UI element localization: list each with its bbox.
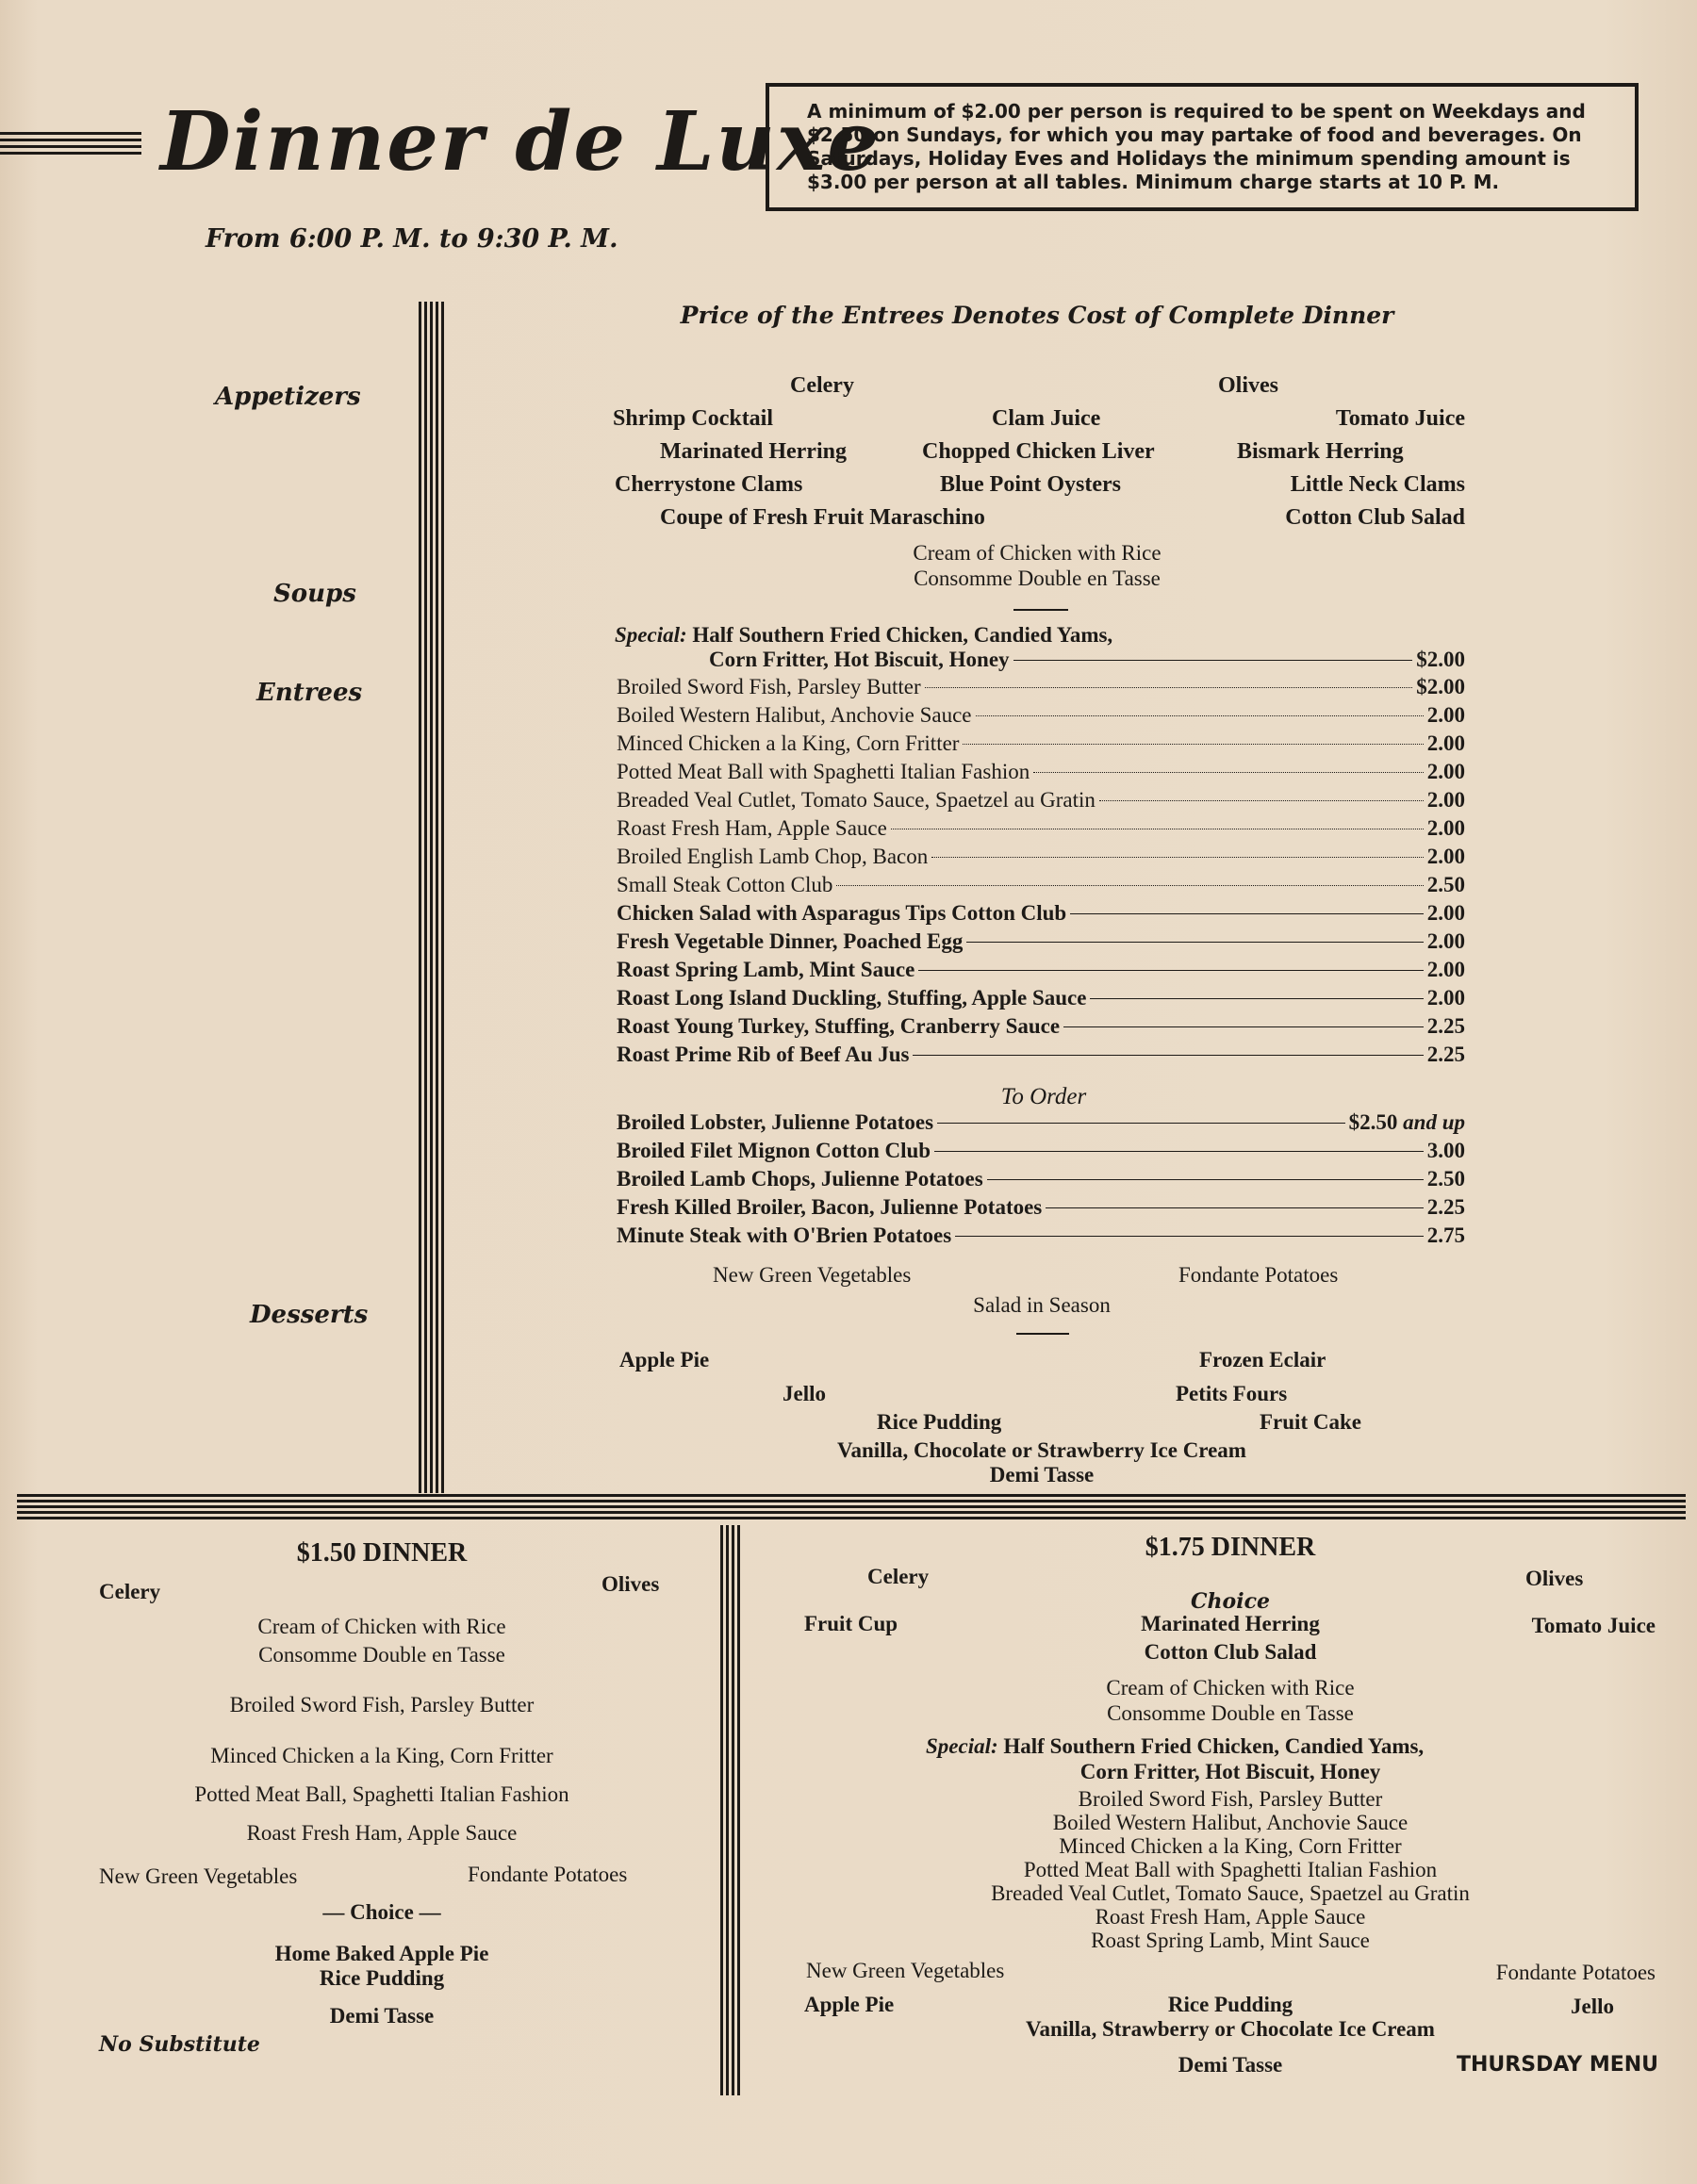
leader-line: [913, 1055, 1423, 1056]
entree-name: Minced Chicken a la King, Corn Fritter: [617, 731, 960, 755]
entree-price: 2.25: [1426, 1014, 1465, 1038]
entree-price: 2.00: [1426, 929, 1465, 953]
entree-price: 2.50: [1426, 873, 1465, 896]
leader-line: [918, 970, 1423, 971]
entree-price: $2.50: [1348, 1110, 1398, 1134]
no-substitute-note: No Substitute: [99, 2032, 260, 2057]
entree-name: Fresh Vegetable Dinner, Poached Egg: [617, 929, 964, 953]
appetizer-item: Shrimp Cocktail: [613, 406, 774, 431]
dinner175-entree: Breaded Veal Cutlet, Tomato Sauce, Spaetzel au Gratin: [991, 1881, 1470, 1905]
dinner175-special: [926, 1734, 1424, 1759]
entree-name: Breaded Veal Cutlet, Tomato Sauce, Spaetzel au Gratin: [617, 788, 1096, 812]
entree-row: [617, 929, 1465, 958]
vertical-divider-bottom: [720, 1525, 740, 2095]
special-label: Special:: [615, 623, 687, 647]
appetizer-item: Cherrystone Clams: [615, 472, 803, 497]
dinner175-item: Marinated Herring: [1141, 1612, 1320, 1635]
title-decorative-rule: [0, 132, 141, 158]
dessert-item: Jello: [783, 1382, 826, 1405]
entree-row: [617, 675, 1465, 703]
dinner175-item: Cream of Chicken with Rice: [1106, 1676, 1355, 1700]
appetizer-item: Coupe of Fresh Fruit Maraschino: [660, 505, 985, 530]
entree-price: 3.00: [1426, 1139, 1465, 1162]
leader-line: [836, 885, 1423, 886]
dinner175-entree: Broiled Sword Fish, Parsley Butter: [1078, 1787, 1383, 1811]
leader-line: [976, 715, 1424, 716]
dinner175-item: Olives: [1525, 1567, 1584, 1590]
horizontal-divider: [17, 1494, 1686, 1519]
entree-price: 2.25: [1426, 1043, 1465, 1066]
leader-line: [931, 857, 1423, 858]
dinner150-item: Broiled Sword Fish, Parsley Butter: [229, 1693, 535, 1716]
to-order-row: [617, 1223, 1465, 1252]
entree-name: Broiled English Lamb Chop, Bacon: [617, 845, 929, 868]
dinner150-item: Fondante Potatoes: [468, 1863, 628, 1886]
leader-line: [925, 687, 1413, 688]
appetizer-item: Celery: [790, 373, 854, 398]
appetizer-item: Chopped Chicken Liver: [922, 439, 1155, 464]
entree-row: [617, 1043, 1465, 1071]
appetizer-item: Tomato Juice: [1335, 406, 1465, 431]
entree-row: [617, 845, 1465, 873]
dessert-item: Frozen Eclair: [1199, 1348, 1326, 1371]
side-item: New Green Vegetables: [713, 1263, 912, 1287]
section-label-appetizers: Appetizers: [215, 383, 361, 411]
dinner175-item: Celery: [867, 1565, 930, 1588]
entree-name: Broiled Lamb Chops, Julienne Potatoes: [617, 1167, 983, 1191]
leader-line: [1090, 998, 1423, 999]
entree-price: $2.00: [1416, 648, 1465, 671]
menu-title: Dinner de Luxe: [160, 94, 881, 189]
dinner175-choice: Choice: [1191, 1589, 1270, 1614]
dinner150-item: Celery: [99, 1580, 161, 1603]
appetizer-item: Olives: [1218, 373, 1278, 398]
leader-line: [963, 744, 1423, 745]
entree-name: Potted Meat Ball with Spaghetti Italian Fashion: [617, 760, 1030, 783]
dessert-item: Petits Fours: [1176, 1382, 1288, 1405]
appetizer-item: Cotton Club Salad: [1285, 505, 1465, 530]
leader-line: [955, 1236, 1424, 1237]
leader-line: [1099, 800, 1424, 801]
entree-price: 2.00: [1426, 901, 1465, 925]
entree-name: Boiled Western Halibut, Anchovie Sauce: [617, 703, 972, 727]
leader-line: [1046, 1207, 1423, 1208]
special-text: Half Southern Fried Chicken, Candied Yams,: [692, 623, 1113, 647]
section-label-soups: Soups: [273, 580, 356, 608]
leader-line: [934, 1151, 1424, 1152]
entree-name: Chicken Salad with Asparagus Tips Cotton Club: [617, 901, 1067, 925]
deluxe-subtitle: Price of the Entrees Denotes Cost of Complete Dinner: [680, 302, 1394, 329]
dinner175-entree: Minced Chicken a la King, Corn Fritter: [1059, 1834, 1402, 1858]
entree-row: [617, 788, 1465, 816]
soup-item: Consomme Double en Tasse: [914, 567, 1161, 590]
dessert-item: Rice Pudding: [877, 1410, 1002, 1434]
section-label-desserts: Desserts: [250, 1301, 369, 1329]
entree-row: [617, 816, 1465, 845]
vertical-divider-main: [419, 302, 444, 1493]
service-hours: From 6:00 P. M. to 9:30 P. M.: [206, 224, 618, 254]
leader-line: [1070, 913, 1424, 914]
special-line-1: [615, 623, 1112, 648]
entree-row: [709, 648, 1465, 676]
soup-item: Cream of Chicken with Rice: [913, 541, 1162, 565]
dessert-item: Demi Tasse: [989, 1463, 1095, 1486]
entree-name: Small Steak Cotton Club: [617, 873, 833, 896]
dinner175-item: Demi Tasse: [1178, 2053, 1283, 2077]
appetizer-item: Bismark Herring: [1237, 439, 1404, 464]
dinner150-item: Roast Fresh Ham, Apple Sauce: [246, 1821, 518, 1845]
entree-row: [617, 986, 1465, 1014]
entree-price: 2.00: [1426, 731, 1465, 755]
dinner175-item: Fondante Potatoes: [1495, 1961, 1656, 1984]
dessert-item: Vanilla, Chocolate or Strawberry Ice Cream: [837, 1438, 1246, 1462]
entree-name: Roast Prime Rib of Beef Au Jus: [617, 1043, 910, 1066]
entree-row: [617, 873, 1465, 901]
special-text: Corn Fritter, Hot Biscuit, Honey: [709, 648, 1010, 671]
dinner175-item: Apple Pie: [804, 1993, 895, 2016]
price-suffix: and up: [1403, 1110, 1465, 1134]
dinner150-item: Consomme Double en Tasse: [258, 1643, 505, 1667]
entree-price: $2.00: [1416, 675, 1465, 698]
appetizer-item: Marinated Herring: [660, 439, 847, 464]
entree-name: Broiled Filet Mignon Cotton Club: [617, 1139, 931, 1162]
entree-price: 2.00: [1426, 845, 1465, 868]
divider: [1016, 1333, 1069, 1335]
minimum-charge-notice: A minimum of $2.00 per person is required to be spent on Weekdays and $2.50 on Sundays, for which you may partake of food and beverages. On Saturdays, Holiday Eves and Holidays the minimum spending amount is $3.00 per person at all tables. Minimum charge starts at 10 P. M.: [766, 83, 1639, 211]
entree-name: Roast Fresh Ham, Apple Sauce: [617, 816, 887, 840]
to-order-row: [617, 1167, 1465, 1195]
entree-row: [617, 1014, 1465, 1043]
leader-line: [987, 1179, 1424, 1180]
dessert-item: Fruit Cake: [1260, 1410, 1361, 1434]
leader-line: [1033, 772, 1424, 773]
dinner150-item: Home Baked Apple Pie: [274, 1942, 489, 1965]
entree-row: [617, 760, 1465, 788]
special-text: Half Southern Fried Chicken, Candied Yams,: [1003, 1734, 1425, 1758]
dinner175-entree: Boiled Western Halibut, Anchovie Sauce: [1052, 1811, 1409, 1834]
entree-name: Roast Long Island Duckling, Stuffing, Apple Sauce: [617, 986, 1087, 1010]
dinner175-entree: Roast Spring Lamb, Mint Sauce: [1091, 1929, 1370, 1952]
dinner175-item: Tomato Juice: [1531, 1614, 1656, 1637]
leader-line: [937, 1123, 1345, 1124]
entree-row: [617, 901, 1465, 929]
entree-price: 2.25: [1426, 1195, 1465, 1219]
special-label: Special:: [926, 1734, 998, 1758]
leader-line: [966, 942, 1423, 943]
entree-name: Broiled Sword Fish, Parsley Butter: [617, 675, 921, 698]
dinner175-item: Consomme Double en Tasse: [1107, 1701, 1354, 1725]
dinner150-item: Olives: [601, 1572, 660, 1596]
entree-price: 2.00: [1426, 816, 1465, 840]
dinner150-item: New Green Vegetables: [99, 1864, 298, 1888]
dinner175-item: Cotton Club Salad: [1144, 1640, 1317, 1664]
to-order-row: [617, 1195, 1465, 1223]
dinner150-item: Demi Tasse: [329, 2004, 435, 2028]
dinner150-item: Rice Pudding: [319, 1966, 445, 1990]
entree-row: [617, 731, 1465, 760]
entree-price: 2.75: [1426, 1223, 1465, 1247]
entree-name: Roast Young Turkey, Stuffing, Cranberry Sauce: [617, 1014, 1061, 1038]
entree-price: 2.00: [1426, 760, 1465, 783]
dinner175-entree: Potted Meat Ball with Spaghetti Italian Fashion: [1023, 1858, 1438, 1881]
appetizer-item: Little Neck Clams: [1290, 472, 1465, 497]
dinner175-entree: Roast Fresh Ham, Apple Sauce: [1095, 1905, 1366, 1929]
appetizer-item: Clam Juice: [992, 406, 1101, 431]
dinner150-item: Cream of Chicken with Rice: [257, 1615, 506, 1638]
entree-price: 2.00: [1426, 986, 1465, 1010]
dinner175-title: $1.75 DINNER: [1145, 1533, 1316, 1562]
entree-name: Broiled Lobster, Julienne Potatoes: [617, 1110, 934, 1134]
dinner175-item: New Green Vegetables: [806, 1959, 1005, 1982]
entree-price: 2.00: [1426, 958, 1465, 981]
dinner175-item: Vanilla, Strawberry or Chocolate Ice Cream: [1026, 2017, 1435, 2041]
dinner175-item: Fruit Cup: [804, 1612, 898, 1635]
dinner150-item: Potted Meat Ball, Spaghetti Italian Fashion: [194, 1782, 569, 1806]
dinner150-choice: — Choice —: [322, 1900, 441, 1924]
section-label-entrees: Entrees: [256, 679, 363, 707]
entree-name: Fresh Killed Broiler, Bacon, Julienne Potatoes: [617, 1195, 1043, 1219]
entree-name: Roast Spring Lamb, Mint Sauce: [617, 958, 915, 981]
entree-row: [617, 958, 1465, 986]
dinner150-title: $1.50 DINNER: [296, 1538, 468, 1568]
to-order-row: [617, 1110, 1465, 1139]
dinner150-item: Minced Chicken a la King, Corn Fritter: [210, 1744, 553, 1767]
entree-name: Minute Steak with O'Brien Potatoes: [617, 1223, 952, 1247]
entree-price: 2.00: [1426, 788, 1465, 812]
dinner175-item: Jello: [1571, 1995, 1614, 2018]
to-order-row: [617, 1139, 1465, 1167]
appetizer-item: Blue Point Oysters: [940, 472, 1121, 497]
leader-line: [1013, 660, 1413, 661]
dessert-item: Apple Pie: [619, 1348, 710, 1371]
thursday-menu-label: THURSDAY MENU: [1457, 2053, 1659, 2077]
dinner175-item: Rice Pudding: [1167, 1993, 1293, 2016]
to-order-heading: To Order: [1000, 1084, 1087, 1109]
side-item: Fondante Potatoes: [1178, 1263, 1339, 1287]
entree-price: 2.00: [1426, 703, 1465, 727]
dinner175-item: Corn Fritter, Hot Biscuit, Honey: [1079, 1760, 1381, 1783]
leader-line: [1063, 1026, 1424, 1027]
entree-row: [617, 703, 1465, 731]
entree-price: 2.50: [1426, 1167, 1465, 1191]
divider: [1013, 609, 1068, 611]
side-item: Salad in Season: [973, 1293, 1111, 1317]
